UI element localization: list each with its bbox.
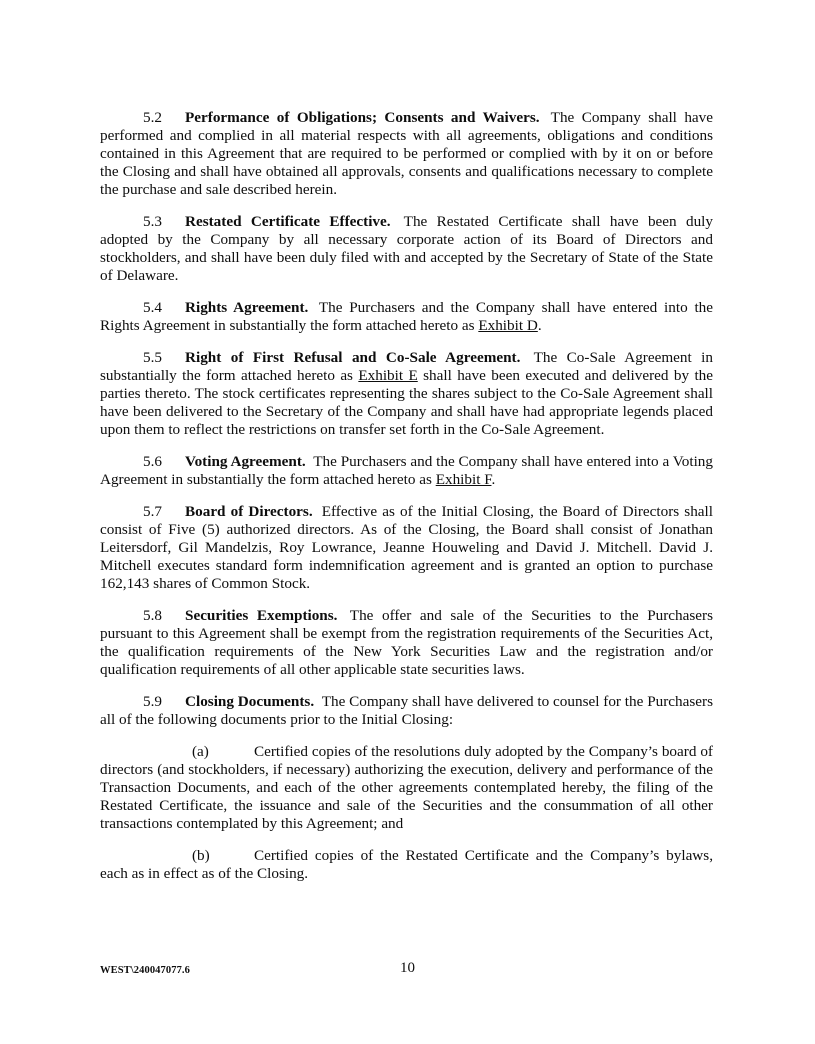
exhibit-reference: Exhibit D [478,317,538,334]
section-heading: Securities Exemptions. [185,607,338,624]
section-paragraph [100,453,713,489]
page-footer [0,960,815,984]
section-number: 5.7 [143,503,162,520]
document-body [100,109,713,897]
document-id: WEST\240047077.6 [100,965,190,976]
section-text: The Co-Sale Agreement in substantially the form attached hereto as [100,349,713,384]
section-text: Effective as of the Initial Closing, the Board of Directors shall consist of Five (5) authorized directors. As of the Closing, the Board shall consist of Jonathan Leitersdorf, Gil Mandelzis, Roy Lowrance, Jeanne Houweling and David J. Mitchell. David J. Mitchell executes standard form indemnification agreement and is granted an option to purchase 162,143 shares of Common Stock. [100,503,713,592]
section-text: Certified copies of the Restated Certificate and the Company’s bylaws, each as in effect as of the Closing. [100,847,713,882]
section-heading: Rights Agreement. [185,299,309,316]
section-text: The Purchasers and the Company shall have entered into the Rights Agreement in substantially the form attached hereto as [100,299,713,334]
section-number: 5.9 [143,693,162,710]
section-paragraph [100,299,713,335]
section-text: The Restated Certificate shall have been duly adopted by the Company by all necessary corporate action of its Board of Directors and stockholders, and shall have been duly filed with and accepted by the Secretary of State of the State of Delaware. [100,213,713,284]
section-number: 5.8 [143,607,162,624]
section-heading: Board of Directors. [185,503,313,520]
section-paragraph [100,109,713,199]
section-text: The offer and sale of the Securities to the Purchasers pursuant to this Agreement shall be exempt from the registration requirements of the Securities Act, the qualification requirements of the New York Securities Law and the registration and/or qualification requirements of all other applicable state securities laws. [100,607,713,678]
subsection-paragraph [100,847,713,883]
section-paragraph [100,349,713,439]
section-paragraph [100,693,713,729]
section-paragraph [100,213,713,285]
section-text: The Purchasers and the Company shall have entered into a Voting Agreement in substantially the form attached hereto as [100,453,713,488]
section-number: (a) [192,743,209,760]
section-heading: Right of First Refusal and Co-Sale Agreement. [185,349,521,366]
page-number: 10 [400,960,415,976]
section-paragraph [100,607,713,679]
section-text: The Company shall have delivered to counsel for the Purchasers all of the following documents prior to the Initial Closing: [100,693,713,728]
section-number: 5.2 [143,109,162,126]
section-heading: Restated Certificate Effective. [185,213,391,230]
section-heading: Performance of Obligations; Consents and Waivers. [185,109,540,126]
section-text: . [537,317,542,334]
section-number: 5.3 [143,213,162,230]
exhibit-reference: Exhibit E [358,367,418,384]
section-number: (b) [192,847,210,864]
section-number: 5.6 [143,453,162,470]
section-text: shall have been executed and delivered by the parties thereto. The stock certificates representing the shares subject to the Co-Sale Agreement shall have been delivered to the Secretary of the Company and shall have had appropriate legends placed upon them to reflect the restrictions on transfer set forth in the Co-Sale Agreement. [100,367,713,438]
section-number: 5.5 [143,349,162,366]
section-text: . [491,471,496,488]
section-heading: Voting Agreement. [185,453,306,470]
section-text: The Company shall have performed and complied in all material respects with all agreements, obligations and conditions contained in this Agreement that are required to be performed or complied with by it on or before the Closing and shall have obtained all approvals, consents and qualifications necessary to complete the purchase and sale described herein. [100,109,713,198]
section-paragraph [100,503,713,593]
section-heading: Closing Documents. [185,693,315,710]
exhibit-reference: Exhibit F [435,471,492,488]
subsection-paragraph [100,743,713,833]
section-number: 5.4 [143,299,162,316]
section-text: Certified copies of the resolutions duly adopted by the Company’s board of directors (and stockholders, if necessary) authorizing the execution, delivery and performance of the Transaction Documents, and each of the other agreements contemplated hereby, the filing of the Restated Certificate, the issuance and sale of the Securities and the consummation of all other transactions contemplated by this Agreement; and [100,743,713,832]
